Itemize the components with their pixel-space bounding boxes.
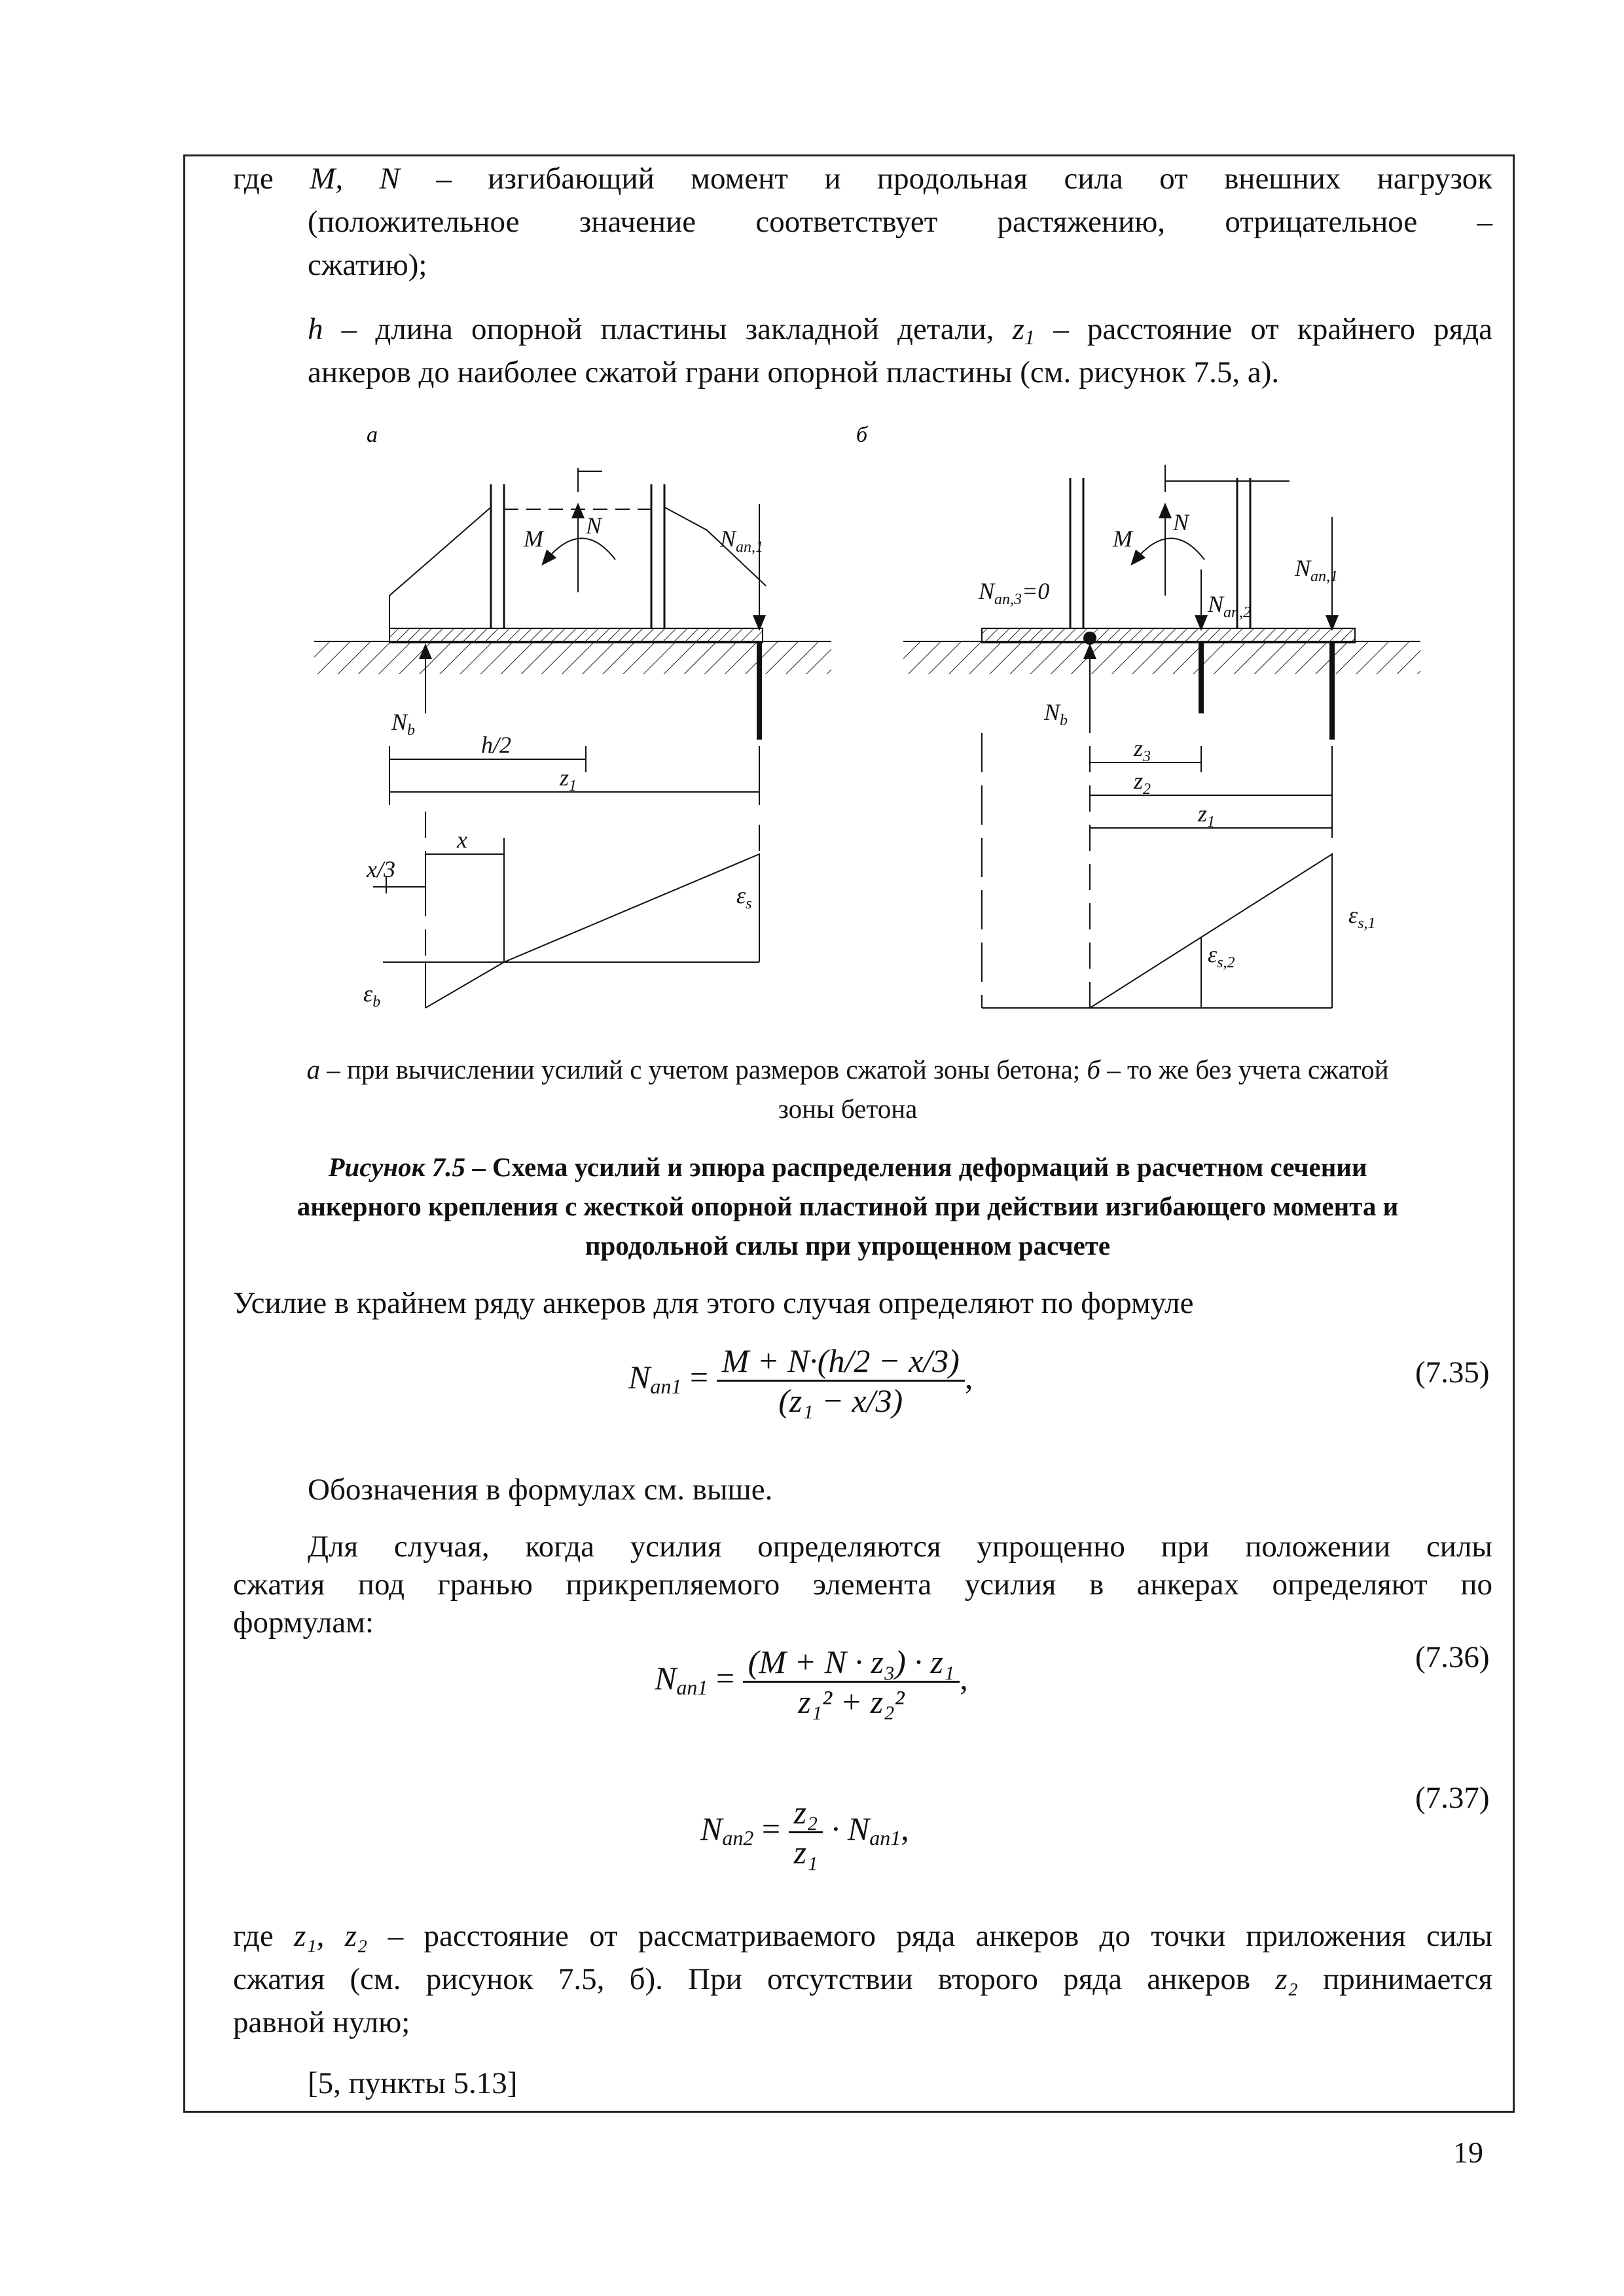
equation-7-36: $N_{an1}$ = $\frac{\text{(M + N · z₃) · z₁}}{\text{z₁² + z₂²}}$ , [655,1643,968,1720]
equation-7-35: $N_{an1}$ = $\frac{M + N\cdot(h/2 - x/3)}{\text{(z₁ − x/3)}}$ , [628,1342,973,1419]
svg-text:M: M [1113,526,1132,552]
svg-text:εs: $\varepsilon_s$ [736,882,752,912]
para6-line1: где z₁, z₂ – расстояние от рассматриваемого ряда анкеров до точки приложения силы [233,1919,1492,1953]
svg-text:N: N [1173,509,1189,535]
svg-text:x: x [457,827,467,853]
diagram-a-labels [363,512,763,1011]
para1-line1: где M, N – изгибающий момент и продольная сила от внешних нагрузок [233,162,1493,196]
para4: Обозначения в формулах см. выше. [308,1473,773,1507]
fig-label-b: б [856,423,868,447]
para5-line3: формулам: [233,1605,374,1640]
svg-text:Nan,1: $N_{an,1}$ [720,526,764,556]
equation-number-7-36: (7.36) [1415,1640,1490,1674]
svg-text:x/3: x/3 [367,856,395,882]
para6-line2: сжатия (см. рисунок 7.5, б). При отсутствии второго ряда анкеров z₂ принимается [233,1962,1493,1996]
svg-text:εs,1: $\varepsilon_{s,1}$ [1348,902,1376,932]
para2-line2: анкеров до наиболее сжатой грани опорной пластины (см. рисунок 7.5, а). [308,355,1280,389]
para2-line1: h – длина опорной пластины закладной детали, $z_1$ – расстояние от крайнего ряда [308,312,1493,349]
para5-line1: Для случая, когда усилия определяются упрощенно при положении силы [308,1530,1492,1564]
equation-7-37: $N_{an2}$ = $\frac{\text{z₂}}{\text{z₁}}$ · $N_{an1}$, [700,1794,909,1871]
svg-text:z2: $z_2$ [1134,768,1151,798]
para5-line2: сжатия под гранью прикрепляемого элемента усилия в анкерах определяют по [233,1568,1492,1602]
diagram-b-labels [978,509,1376,971]
fig-label-a: а [367,423,378,447]
svg-text:Nan,3=0: $N_{an,3}=0$ [979,578,1050,608]
svg-text:Nan,1: $N_{an,1}$ [1295,555,1339,585]
para6-line3: равной нулю; [233,2005,410,2039]
svg-text:h/2: h/2 [481,732,512,758]
para1-line2: (положительное значение соответствует растяжению, отрицательное – [308,205,1492,239]
equation-number-7-35: (7.35) [1415,1355,1490,1390]
svg-text:Nan,2: $N_{an,2}$ [1208,591,1252,621]
svg-text:N: N [586,512,602,539]
svg-text:Nb: $N_b$ [391,709,416,739]
equation-number-7-37: (7.37) [1415,1781,1490,1815]
svg-text:z3: $z_3$ [1134,735,1151,765]
page-number: 19 [1453,2136,1483,2169]
figure-caption: Рисунок 7.5 – Схема усилий и эпюра распределения деформаций в расчетном сечении анкерного крепления с жесткой опорной пластиной при действии изгибающего момента и продольной силы при упрощенном расчете [297,1152,1399,1261]
para1-line3: сжатию); [308,248,427,282]
figure-7-5 [308,419,1512,1047]
diagram-b [903,465,1420,1008]
svg-text:M: M [524,526,543,552]
svg-text:z1: $z_1$ [560,764,577,795]
figure-legend: а – при вычислении усилий с учетом размеров сжатой зоны бетона; б – то же без учета сжатой зоны бетона [306,1054,1389,1124]
svg-text:εb: $\varepsilon_b$ [363,980,381,1011]
reference: [5, пункты 5.13] [308,2066,518,2100]
svg-text:εs,2: $\varepsilon_{s,2}$ [1208,941,1235,971]
svg-text:z1: $z_1$ [1198,800,1216,831]
svg-text:Nb: $N_b$ [1044,699,1068,729]
para3: Усилие в крайнем ряду анкеров для этого случая определяют по формуле [233,1286,1194,1320]
